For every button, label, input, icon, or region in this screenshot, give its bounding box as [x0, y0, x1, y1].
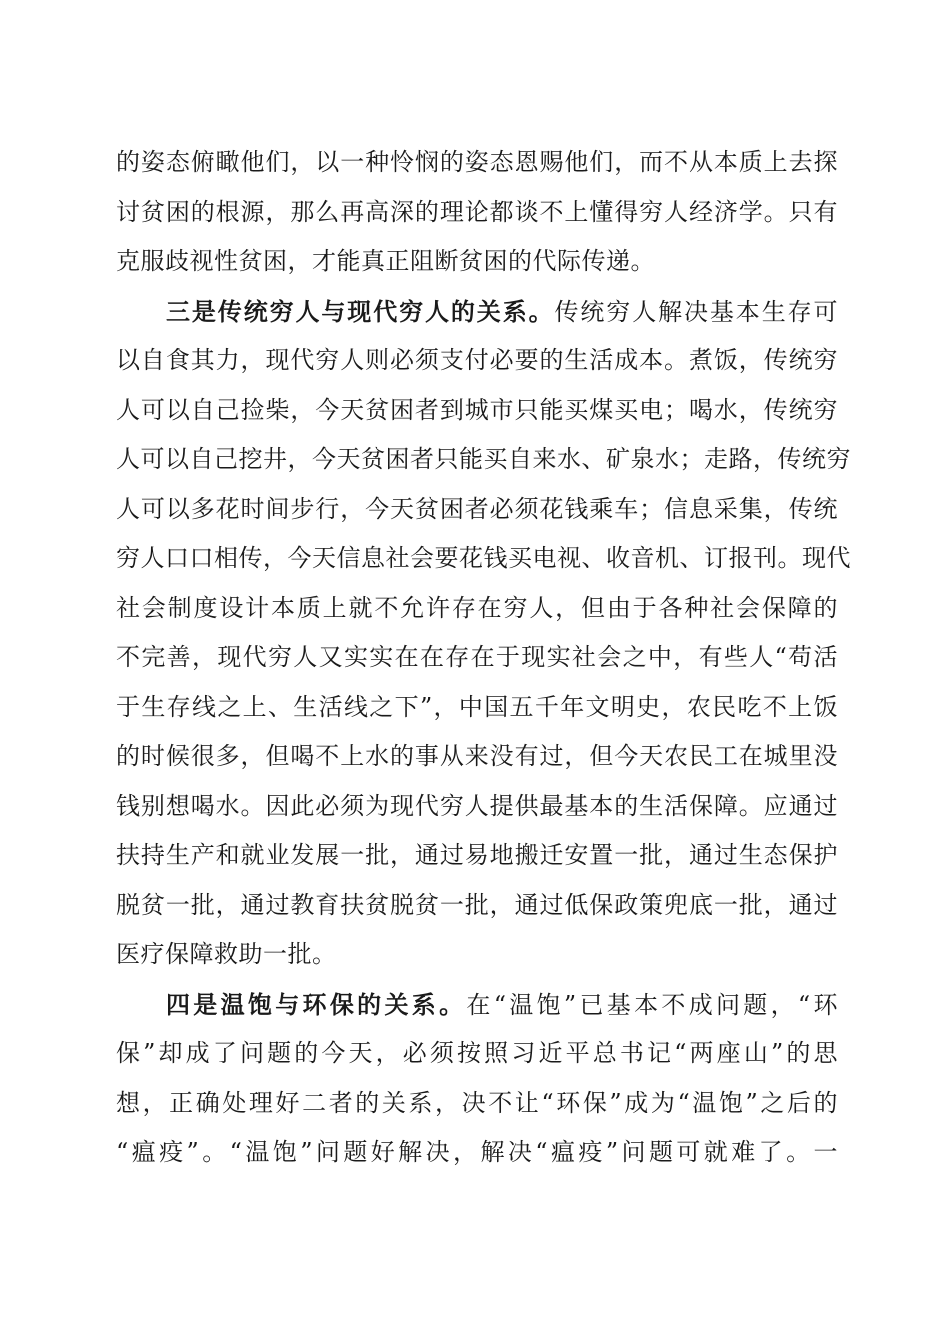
text-line: 人可以自己捡柴，今天贫困者到城市只能买煤买电；喝水，传统穷 — [116, 395, 838, 424]
text-line: 社会制度设计本质上就不允许存在穷人，但由于各种社会保障的 — [116, 593, 838, 622]
document-body — [116, 138, 851, 1178]
paragraph-1 — [116, 138, 838, 287]
text-line: 钱别想喝水。因此必须为现代穷人提供最基本的生活保障。应通过 — [116, 791, 838, 820]
text-line: 克服歧视性贫困，才能真正阻断贫困的代际传递。 — [116, 247, 655, 275]
paragraph-2 — [116, 287, 851, 980]
paragraph-heading: 四是温饱与环保的关系。 — [166, 989, 467, 1019]
text-line: 人可以多花时间步行，今天贫困者必须花钱乘车；信息采集，传统 — [116, 494, 838, 523]
text-line: 的时候很多，但喝不上水的事从来没有过，但今天农民工在城里没 — [116, 742, 838, 770]
text-line-first — [116, 980, 838, 1030]
text-line: 以自食其力，现代穷人则必须支付必要的生活成本。煮饭，传统穷 — [116, 346, 838, 374]
text-line: “瘟疫”。“温饱”问题好解决，解决“瘟疫”问题可就难了。一 — [116, 1138, 838, 1166]
paragraph-heading: 三是传统穷人与现代穷人的关系。 — [166, 296, 555, 326]
text-line-rest: 传统穷人解决基本生存可 — [554, 297, 838, 326]
text-line: 讨贫困的根源，那么再高深的理论都谈不上懂得穷人经济学。只有 — [116, 197, 838, 226]
text-line-first — [116, 287, 838, 337]
text-line: 人可以自己挖井，今天贫困者只能买自来水、矿泉水；走路，传统穷 — [116, 445, 851, 473]
text-line: 于生存线之上、生活线之下”，中国五千年文明史，农民吃不上饭 — [116, 692, 838, 721]
text-line: 不完善，现代穷人又实实在在存在于现实社会之中，有些人“苟活 — [116, 643, 838, 671]
text-line: 想，正确处理好二者的关系，决不让“环保”成为“温饱”之后的 — [116, 1088, 838, 1117]
text-line: 扶持生产和就业发展一批，通过易地搬迁安置一批，通过生态保护 — [116, 841, 838, 869]
text-line: 医疗保障救助一批。 — [116, 940, 337, 968]
text-line: 的姿态俯瞰他们，以一种怜悯的姿态恩赐他们，而不从本质上去探 — [116, 148, 838, 176]
text-line-rest: 在“温饱”已基本不成问题，“环 — [466, 990, 839, 1019]
text-line: 保”却成了问题的今天，必须按照习近平总书记“两座山”的思 — [116, 1039, 838, 1067]
paragraph-3 — [116, 980, 838, 1178]
text-line: 穷人口口相传，今天信息社会要花钱买电视、收音机、订报刊。现代 — [116, 544, 851, 572]
text-line: 脱贫一批，通过教育扶贫脱贫一批，通过低保政策兜底一批，通过 — [116, 890, 838, 919]
